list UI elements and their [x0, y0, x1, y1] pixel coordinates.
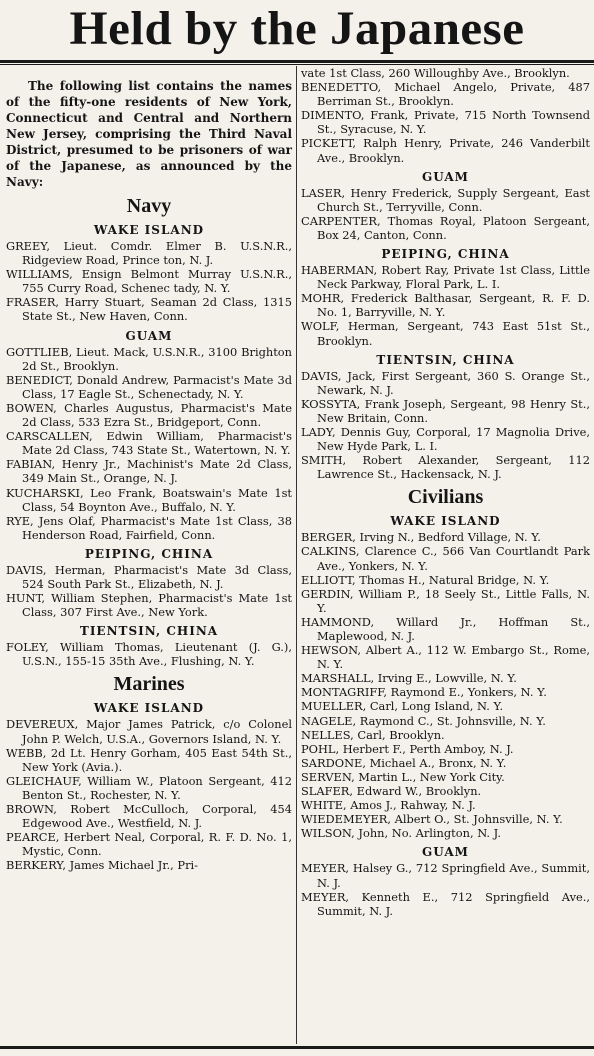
- roster-entry: SERVEN, Martin L., New York City.: [301, 769, 505, 784]
- roster-entry: WHITE, Amos J., Rahway, N. J.: [301, 798, 476, 813]
- roster-entry: GERDIN, William P., 18 Seely St., Little Falls, N. Y.: [301, 586, 590, 615]
- roster-entry: BOWEN, Charles Augustus, Pharmacist's Mate 2d Class, 533 Ezra St., Bridgeport, Conn.: [6, 400, 292, 430]
- marines-tientsin-list: [301, 369, 590, 482]
- intro-paragraph: The following list contains the names of the fifty-one residents of New York, Connecticut and Central and Northern New Jersey, comprising the Third Naval District, presumed to be prisoners of war of the Japanese, as announced by the Navy:: [6, 79, 292, 189]
- roster-entry: WILSON, John, No. Arlington, N. J.: [301, 826, 501, 841]
- roster-entry: MARSHALL, Irving E., Lowville, N. Y.: [301, 671, 517, 686]
- roster-entry: GLEICHAUF, William W., Platoon Sergeant, 412 Benton St., Rochester, N. Y.: [6, 773, 292, 802]
- roster-entry: WEBB, 2d Lt. Henry Gorham, 405 East 54th St., New York (Avia.).: [6, 745, 292, 774]
- navy-peiping-heading: PEIPING, CHINA: [84, 546, 214, 561]
- roster-entry: CALKINS, Clarence C., 566 Van Courtlandt Park Ave., Yonkers, N. Y.: [301, 544, 590, 573]
- civilians-guam-list: [301, 861, 590, 917]
- roster-entry: vate 1st Class, 260 Willoughby Ave., Brooklyn.: [301, 66, 570, 80]
- roster-entry: FOLEY, William Thomas, Lieutenant (J. G.), U.S.N., 155-15 35th Ave., Flushing, N. Y.: [6, 640, 292, 669]
- roster-entry: GOTTLIEB, Lieut. Mack, U.S.N.R., 3100 Brighton 2d St., Brooklyn.: [6, 344, 292, 373]
- marines-peiping-heading: PEIPING, CHINA: [381, 247, 510, 262]
- roster-entry: GREEY, Lieut. Comdr. Elmer B. U.S.N.R., Ridgeview Road, Prince ton, N. J.: [6, 239, 292, 268]
- roster-entry: BERKERY, James Michael Jr., Pri-: [6, 858, 199, 873]
- roster-entry: POHL, Herbert F., Perth Amboy, N. J.: [301, 741, 514, 756]
- roster-entry: WIEDEMEYER, Albert O., St. Johnsville, N. Y.: [301, 812, 563, 827]
- navy-wake-heading: WAKE ISLAND: [93, 223, 205, 237]
- civilians-wake-heading: WAKE ISLAND: [390, 514, 501, 529]
- roster-entry: LADY, Dennis Guy, Corporal, 17 Magnolia Drive, New Hyde Park, L. I.: [301, 424, 590, 454]
- roster-entry: BENEDETTO, Michael Angelo, Private, 487 Berriman St., Brooklyn.: [301, 80, 590, 109]
- navy-heading: Navy: [126, 195, 172, 217]
- roster-entry: RYE, Jens Olaf, Pharmacist's Mate 1st Class, 38 Henderson Road, Fairfield, Conn.: [6, 513, 292, 542]
- marines-tientsin-heading: TIENTSIN, CHINA: [376, 352, 515, 367]
- marines-wake-continued-list: [301, 66, 590, 165]
- navy-tientsin-list: [6, 640, 292, 668]
- top-rule: [0, 60, 594, 63]
- marines-wake-heading: WAKE ISLAND: [93, 701, 205, 716]
- roster-entry: FABIAN, Henry Jr., Machinist's Mate 2d Class, 349 Main St., Orange, N. J.: [6, 457, 292, 486]
- marines-heading: Marines: [113, 673, 185, 696]
- navy-tientsin-heading: TIENTSIN, CHINA: [79, 624, 219, 639]
- navy-peiping-list: [6, 563, 292, 619]
- civilians-guam-heading: GUAM: [422, 845, 469, 860]
- roster-entry: PEARCE, Herbert Neal, Corporal, R. F. D. No. 1, Mystic, Conn.: [6, 830, 292, 859]
- roster-entry: FRASER, Harry Stuart, Seaman 2d Class, 1315 State St., New Haven, Conn.: [6, 295, 292, 324]
- marines-guam-heading: GUAM: [422, 169, 469, 184]
- roster-entry: BROWN, Robert McCulloch, Corporal, 454 Edgewood Ave., Westfield, N. J.: [6, 802, 292, 831]
- column-rule: [296, 66, 297, 1044]
- top-rule-thin: [0, 64, 594, 65]
- roster-entry: DIMENTO, Frank, Private, 715 North Townsend St., Syracuse, N. Y.: [301, 108, 590, 137]
- marines-peiping-list: [301, 263, 590, 348]
- roster-entry: LASER, Henry Frederick, Supply Sergeant, East Church St., Terryville, Conn.: [301, 185, 590, 214]
- navy-wake-list: [6, 239, 292, 324]
- roster-entry: WILLIAMS, Ensign Belmont Murray U.S.N.R., 755 Curry Road, Schenec tady, N. Y.: [6, 267, 292, 296]
- roster-entry: NELLES, Carl, Brooklyn.: [301, 727, 445, 742]
- roster-entry: MEYER, Halsey G., 712 Springfield Ave., Summit, N. J.: [301, 861, 590, 890]
- civilians-heading: Civilians: [407, 486, 484, 509]
- roster-entry: MUELLER, Carl, Long Island, N. Y.: [301, 699, 504, 714]
- roster-entry: SARDONE, Michael A., Bronx, N. Y.: [301, 755, 507, 770]
- roster-entry: MEYER, Kenneth E., 712 Springfield Ave., Summit, N. J.: [301, 889, 590, 918]
- roster-entry: SMITH, Robert Alexander, Sergeant, 112 Lawrence St., Hackensack, N. J.: [301, 453, 590, 482]
- roster-entry: KOSSYTA, Frank Joseph, Sergeant, 98 Henry St., New Britain, Conn.: [301, 396, 590, 425]
- bottom-rule: [0, 1046, 594, 1049]
- right-column: [301, 66, 590, 918]
- roster-entry: BENEDICT, Donald Andrew, Parmacist's Mate 3d Class, 17 Eagle St., Schenectady, N. Y.: [6, 372, 292, 401]
- marines-guam-list: [301, 186, 590, 242]
- roster-entry: HEWSON, Albert A., 112 W. Embargo St., Rome, N. Y.: [301, 643, 590, 672]
- roster-entry: NAGELE, Raymond C., St. Johnsville, N. Y.: [301, 713, 546, 728]
- roster-entry: ELLIOTT, Thomas H., Natural Bridge, N. Y.: [301, 572, 550, 587]
- roster-entry: CARSCALLEN, Edwin William, Pharmacist's Mate 2d Class, 743 State St., Watertown, N. Y.: [6, 429, 292, 458]
- roster-entry: CARPENTER, Thomas Royal, Platoon Sergeant, Box 24, Canton, Conn.: [301, 213, 590, 242]
- roster-entry: DAVIS, Jack, First Sergeant, 360 S. Orange St., Newark, N. J.: [301, 368, 590, 397]
- roster-entry: KUCHARSKI, Leo Frank, Boatswain's Mate 1st Class, 54 Boynton Ave., Buffalo, N. Y.: [6, 485, 292, 514]
- roster-entry: HABERMAN, Robert Ray, Private 1st Class, Little Neck Parkway, Floral Park, L. I.: [301, 263, 590, 292]
- roster-entry: WOLF, Herman, Sergeant, 743 East 51st St., Brooklyn.: [301, 319, 590, 348]
- headline: Held by the Japanese: [69, 2, 525, 55]
- roster-entry: BERGER, Irving N., Bedford Village, N. Y.: [301, 530, 541, 545]
- civilians-wake-list: [301, 530, 590, 840]
- navy-guam-list: [6, 345, 292, 542]
- roster-entry: HUNT, William Stephen, Pharmacist's Mate 1st Class, 307 First Ave., New York.: [6, 591, 292, 620]
- roster-entry: SLAFER, Edward W., Brooklyn.: [301, 784, 482, 799]
- roster-entry: MOHR, Frederick Balthasar, Sergeant, R. F. D. No. 1, Barryville, N. Y.: [301, 291, 590, 320]
- left-column: [6, 66, 292, 872]
- roster-entry: HAMMOND, Willard Jr., Hoffman St., Maplewood, N. J.: [301, 614, 590, 643]
- marines-wake-list: [6, 717, 292, 872]
- roster-entry: DAVIS, Herman, Pharmacist's Mate 3d Class, 524 South Park St., Elizabeth, N. J.: [6, 562, 292, 591]
- roster-entry: PICKETT, Ralph Henry, Private, 246 Vanderbilt Ave., Brooklyn.: [301, 136, 590, 165]
- roster-entry: MONTAGRIFF, Raymond E., Yonkers, N. Y.: [301, 685, 547, 700]
- navy-guam-heading: GUAM: [125, 328, 173, 343]
- roster-entry: DEVEREUX, Major James Patrick, c/o Colonel John P. Welch, U.S.A., Governors Island, N. Y.: [6, 717, 292, 746]
